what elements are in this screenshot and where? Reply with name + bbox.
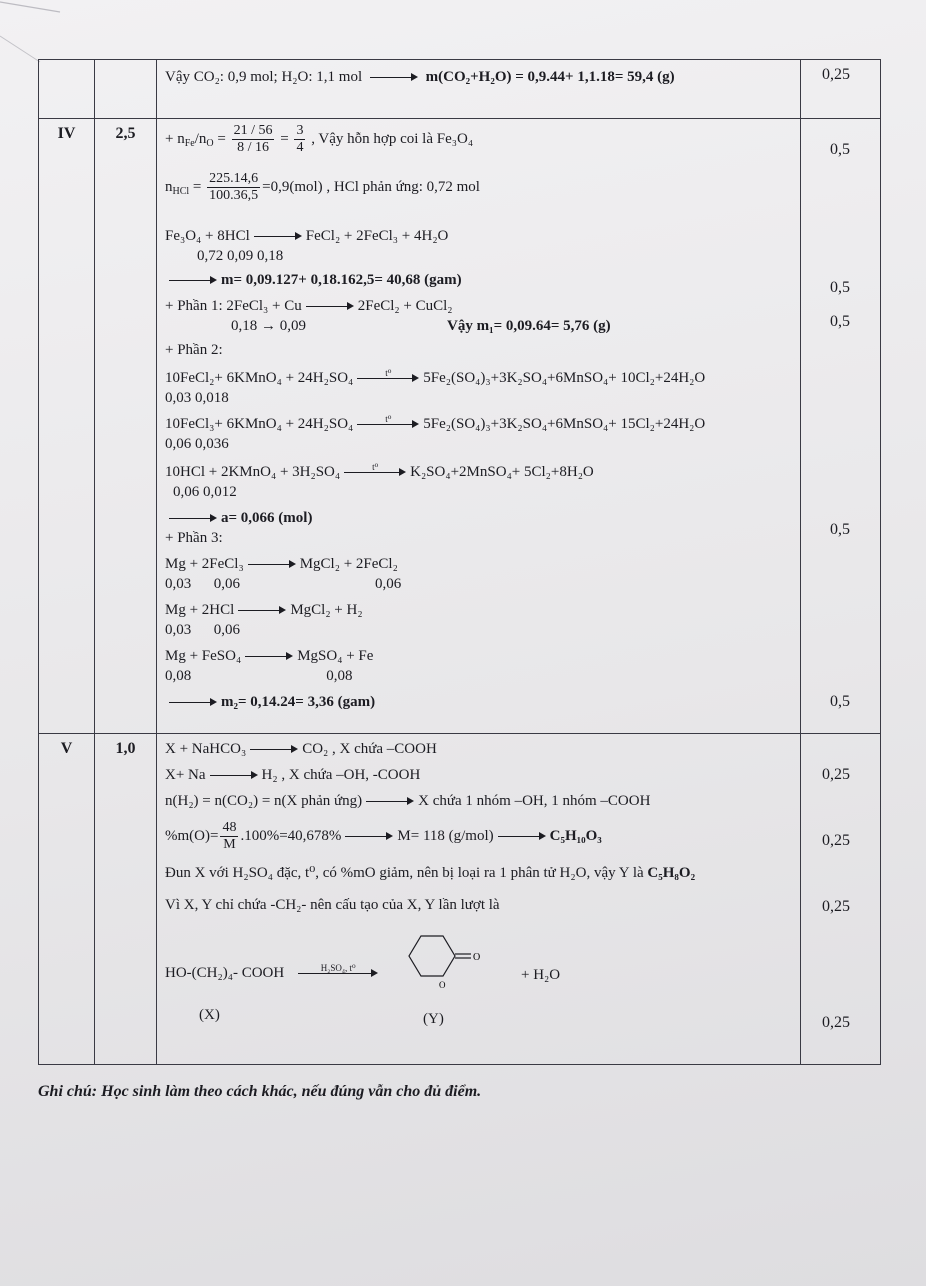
arrow-icon bbox=[210, 771, 258, 781]
arrow-icon bbox=[370, 73, 418, 83]
mass-result: m(CO₂+H₂O) = 0,9.44+ 1,1.18= 59,4 (g) bbox=[425, 69, 675, 85]
arrow-icon bbox=[254, 232, 302, 242]
fraction: $\frac{225.14,6}{100.36,5}$ bbox=[209, 171, 259, 203]
score-cell: 0,25 bbox=[822, 832, 850, 849]
fraction: $\frac{3}{4}$ bbox=[296, 123, 304, 155]
score-cell: 0,25 bbox=[822, 66, 850, 83]
score-cell: 0,5 bbox=[830, 521, 850, 538]
svg-text:O: O bbox=[473, 952, 481, 963]
score-cell: 0,5 bbox=[830, 279, 850, 296]
heat-arrow-icon: t⁰ bbox=[344, 468, 406, 478]
arrow-icon bbox=[250, 745, 298, 755]
fraction: $\frac{48}{M}$ bbox=[222, 820, 237, 852]
co2-h2o-line: Vậy CO₂: 0,9 mol; H₂O: 1,1 mol bbox=[165, 69, 363, 85]
question-points: 1,0 bbox=[115, 740, 136, 757]
heat-arrow-icon: t⁰ bbox=[357, 374, 419, 384]
lactone-ring-icon bbox=[403, 930, 503, 990]
arrow-icon bbox=[238, 606, 286, 616]
svg-text:O: O bbox=[439, 980, 446, 990]
arrow-icon bbox=[345, 832, 393, 842]
footnote: Ghi chú: Học sinh làm theo cách khác, nếu đúng vẫn cho đủ điểm. bbox=[38, 1083, 482, 1100]
fraction: $\frac{21 / 56}{8 / 16}$ bbox=[233, 123, 273, 155]
score-cell: 0,5 bbox=[830, 693, 850, 710]
row-question-iv: IV 2,5 + $n_{Fe}/n_O$ = $\frac{21 / 56}{8 / 16}$ = $\frac{3}{4}$ , Vậy hỗn hợp coi là Fe₃O₄ $n_{HCl}$ = $\frac{225.14,6}{100.36,5}$ =0,9(mol) , HCl phản ứng: 0,72 mol Fe₃O₄ + 8HCl FeCl₂ + 2FeCl₃ + 4H₂O 0,72 0,09 0,18 m= 0,09.127+ 0,18.162,5= 40,68 (gam) + Phần 1: 2FeCl₃ + Cu 2FeCl₂ + CuCl₂ 0,18 → 0,09 Vậy m₁= 0,09.64= 5,76 (g) + Phần 2: 10FeCl₂+ 6KMnO₄ + 24H₂SO₄ t⁰ 5Fe₂(SO₄)₃+3K₂SO₄+6MnSO₄+ 10Cl₂+24H₂O 0,03 0,018 10FeCl₃+ 6KMnO₄ + 24H₂SO₄ t⁰ 5Fe₂(SO₄)₃+3K₂SO₄+6MnSO₄+ 15Cl₂+24H₂O 0,06 0,036 10HCl + 2KMnO₄ + 3H₂SO₄ t⁰ K₂SO₄+2MnSO₄+ 5Cl₂+8H₂O 0,06 0,012 a= 0,066 (mol) + Phần 3: Mg + 2FeCl₃ MgCl₂ + 2FeCl₂ 0,03 0,06 0,06 Mg + 2HCl MgCl₂ + H₂ 0,03 0,06 Mg + FeSO₄ MgSO₄ + Fe 0,08 0,08 m₂= 0,14.24= 3,36 (gam) 0,5 0,5 0,5 0,5 0,5 bbox=[39, 119, 881, 734]
score-cell: 0,5 bbox=[830, 313, 850, 330]
question-points: 2,5 bbox=[115, 125, 136, 142]
row-question-v: V 1,0 X + NaHCO₃ CO₂ , X chứa –COOH X+ Na H₂ , X chứa –OH, -COOH n(H₂) = n(CO₂) = n(X phản ứng) X chứa 1 nhóm –OH, 1 nhóm –COOH %m(O)= $\frac{48}{M}$ .100%=40,678% M= 118 (g/mol) C₅H₁₀O₃ Đun X với H₂SO₄ đặc, t⁰, có %mO giảm, nên bị loại ra 1 phân tử H₂O, vậy Y là C₅H₈O₂ Vì X, Y chỉ chứa -CH₂- nên cấu tạo của X, Y lần lượt là HO-(CH₂)₄- COOH H₂SO₄, t⁰ O O + H₂O (X) (Y) 0,25 0,25 0,25 0,25 bbox=[39, 734, 881, 1065]
arrow-icon bbox=[169, 276, 217, 286]
arrow-icon bbox=[366, 797, 414, 807]
score-cell: 0,25 bbox=[822, 898, 850, 915]
score-cell: 0,25 bbox=[822, 1014, 850, 1031]
answer-key-table bbox=[38, 59, 881, 1065]
reaction-arrow-icon: H₂SO₄, t⁰ bbox=[298, 969, 378, 979]
heat-arrow-icon: t⁰ bbox=[357, 420, 419, 430]
arrow-icon bbox=[169, 698, 217, 708]
score-cell: 0,25 bbox=[822, 766, 850, 783]
question-label: V bbox=[60, 740, 73, 757]
arrow-icon bbox=[169, 514, 217, 524]
arrow-icon bbox=[245, 652, 293, 662]
arrow-icon bbox=[248, 560, 296, 570]
row-previous-answer bbox=[39, 60, 881, 119]
arrow-icon bbox=[306, 302, 354, 312]
score-cell: 0,5 bbox=[830, 141, 850, 158]
question-label: IV bbox=[57, 125, 76, 142]
arrow-icon bbox=[498, 832, 546, 842]
